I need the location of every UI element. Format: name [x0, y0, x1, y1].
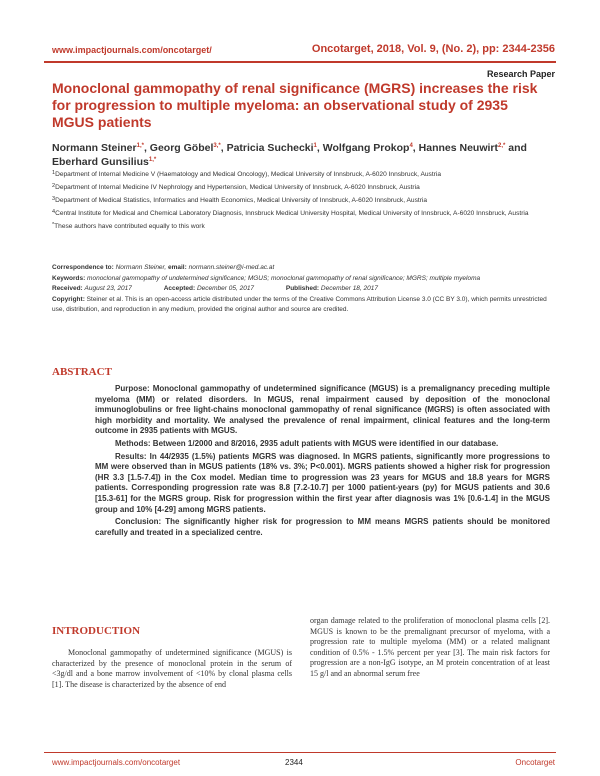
- author-list: Normann Steiner$^{1,*}$, Georg Göbel$^{3,*}$, Patricia Suchecki$^1$, Wolfgang Prokop$^4$, Hannes Neuwirt$^{2,*}$ and Eberhard Gunsilius$^{1,*}$: [52, 142, 527, 168]
- article-metadata: [52, 263, 552, 316]
- author: Georg Göbel$^{3,*}$: [149, 142, 221, 154]
- article-title: Monoclonal gammopathy of renal significance (MGRS) increases the risk for progression to multiple myeloma: an observational study of 2935 MGUS patients: [52, 80, 538, 130]
- introduction-column-right: organ damage related to the proliferation of monoclonal plasma cells [2]. MGUS is known to be the premalignant precursor of myeloma, with a progression rate to multiple myeloma (MM) or a related malignant condition of 0.5% - 1.5% percent per year [3]. The main risk factors for progression are a non-IgG isotype, an M protein concentration of at least 15 g/l and an abnormal serum free: [310, 616, 550, 678]
- keywords: Keywords: monoclonal gammopathy of undetermined significance; MGUS; monoclonal gammopathy of renal significance; MGRS; multiple myeloma: [52, 274, 481, 282]
- copyright: Copyright: Steiner et al. This is an open-access article distributed under the terms of the Creative Commons Attribution License 3.0 (CC BY 3.0), which permits unrestricted use, distribution, and reproduction in any medium, provided the original author and source are credited.: [52, 295, 547, 313]
- footer-divider: [44, 752, 556, 753]
- abstract-paragraph: Results: In 44/2935 (1.5%) patients MGRS was diagnosed. In MGRS patients, significantly more progressions to MM were observed than in MGUS patients (18% vs. 3%; P<0.001). MGRS patients showed a higher risk for progression (HR 3.3 [1.5-7.4]) in the Cox model. Median time to progression was 23 years for MGUS and 18.8 years for MGRS patients. Corresponding progression rate was 8.8 [7.2-10.7] per 1000 patient-years (py) for MGUS patients and 30.6 [15.3-61] for the MGRS group. Risk for progression within the first year after diagnosis was 1% [0.6-1.4] in the MGUS group and 10% [4-29] among MGRS patients.: [95, 451, 550, 514]
- header-citation: Oncotarget, 2018, Vol. 9, (No. 2), pp: 2344-2356: [311, 43, 555, 55]
- article-type: Research Paper: [486, 69, 555, 79]
- abstract-body: [95, 384, 550, 540]
- header-divider: [44, 61, 556, 63]
- affiliations: [52, 170, 552, 235]
- footer-url[interactable]: www.impactjournals.com/oncotarget: [52, 758, 181, 767]
- affiliation-item: $^1$Department of Internal Medicine V (Haematology and Medical Oncology), Medical University of Innsbruck, A-6020 Innsbruck, Austria: [52, 170, 441, 178]
- affiliation-item: *These authors have contributed equally to this work: [52, 222, 205, 230]
- affiliation-item: $^3$Department of Medical Statistics, Informatics and Health Economics, Medical University of Innsbruck, A-6020 Innsbruck, Austria: [52, 196, 428, 204]
- author: Patricia Suchecki$^1$: [226, 142, 317, 154]
- introduction-heading: INTRODUCTION: [52, 625, 141, 637]
- author: Normann Steiner$^{1,*}$: [52, 142, 144, 154]
- author: Hannes Neuwirt$^{2,*}$: [418, 142, 506, 154]
- affiliation-item: $^4$Central Institute for Medical and Chemical Laboratory Diagnosis, Innsbruck Medical University Hospital, Medical University of Innsbruck, A-6020 Innsbruck, Austria: [52, 209, 529, 217]
- affiliation-item: $^2$Department of Internal Medicine IV Nephrology and Hypertension, Medical University of Innsbruck, A-6020 Innsbruck, Austria: [52, 183, 420, 191]
- footer-journal: Oncotarget: [515, 758, 555, 767]
- introduction-column-left: Monoclonal gammopathy of undetermined significance (MGUS) is characterized by the presence of monoclonal protein in the serum of <3g/dl and a bone marrow involvement of <10% by clonal plasma cells [1]. The disease is characterized by the absence of end: [52, 648, 292, 689]
- author: Eberhard Gunsilius$^{1,*}$: [52, 156, 157, 168]
- abstract-paragraph: Purpose: Monoclonal gammopathy of undetermined significance (MGUS) is a premalignancy preceding multiple myeloma (MM) or related disorders. In MGUS, renal impairment caused by deposition of the monoclonal immunoglobulins or free light-chains monoclonal gammopathy of renal significance (MGRS) is often associated with high morbidity and mortality. We analysed the prevalence of renal impairment, clinical features and the long-term outcome in 2935 patients with MGUS.: [95, 384, 550, 436]
- abstract-heading: ABSTRACT: [52, 366, 112, 378]
- author: Wolfgang Prokop$^4$: [322, 142, 413, 154]
- correspondence-email[interactable]: normann.steiner@i-med.ac.at: [188, 264, 275, 271]
- abstract-paragraph: Conclusion: The significantly higher risk for progression to MM means MGRS patients should be monitored carefully and treated in a specialized centre.: [95, 517, 550, 537]
- article-dates: Received: August 23, 2017 Accepted: December 05, 2017 Published: December 18, 2017: [52, 285, 378, 292]
- page-number: 2344: [285, 758, 303, 767]
- header-journal-url[interactable]: www.impactjournals.com/oncotarget/: [52, 45, 212, 55]
- correspondence: Correspondence to: Normann Steiner, email: normann.steiner@i-med.ac.at: [52, 264, 275, 271]
- abstract-paragraph: Methods: Between 1/2000 and 8/2016, 2935 adult patients with MGUS were identified in our database.: [115, 438, 499, 448]
